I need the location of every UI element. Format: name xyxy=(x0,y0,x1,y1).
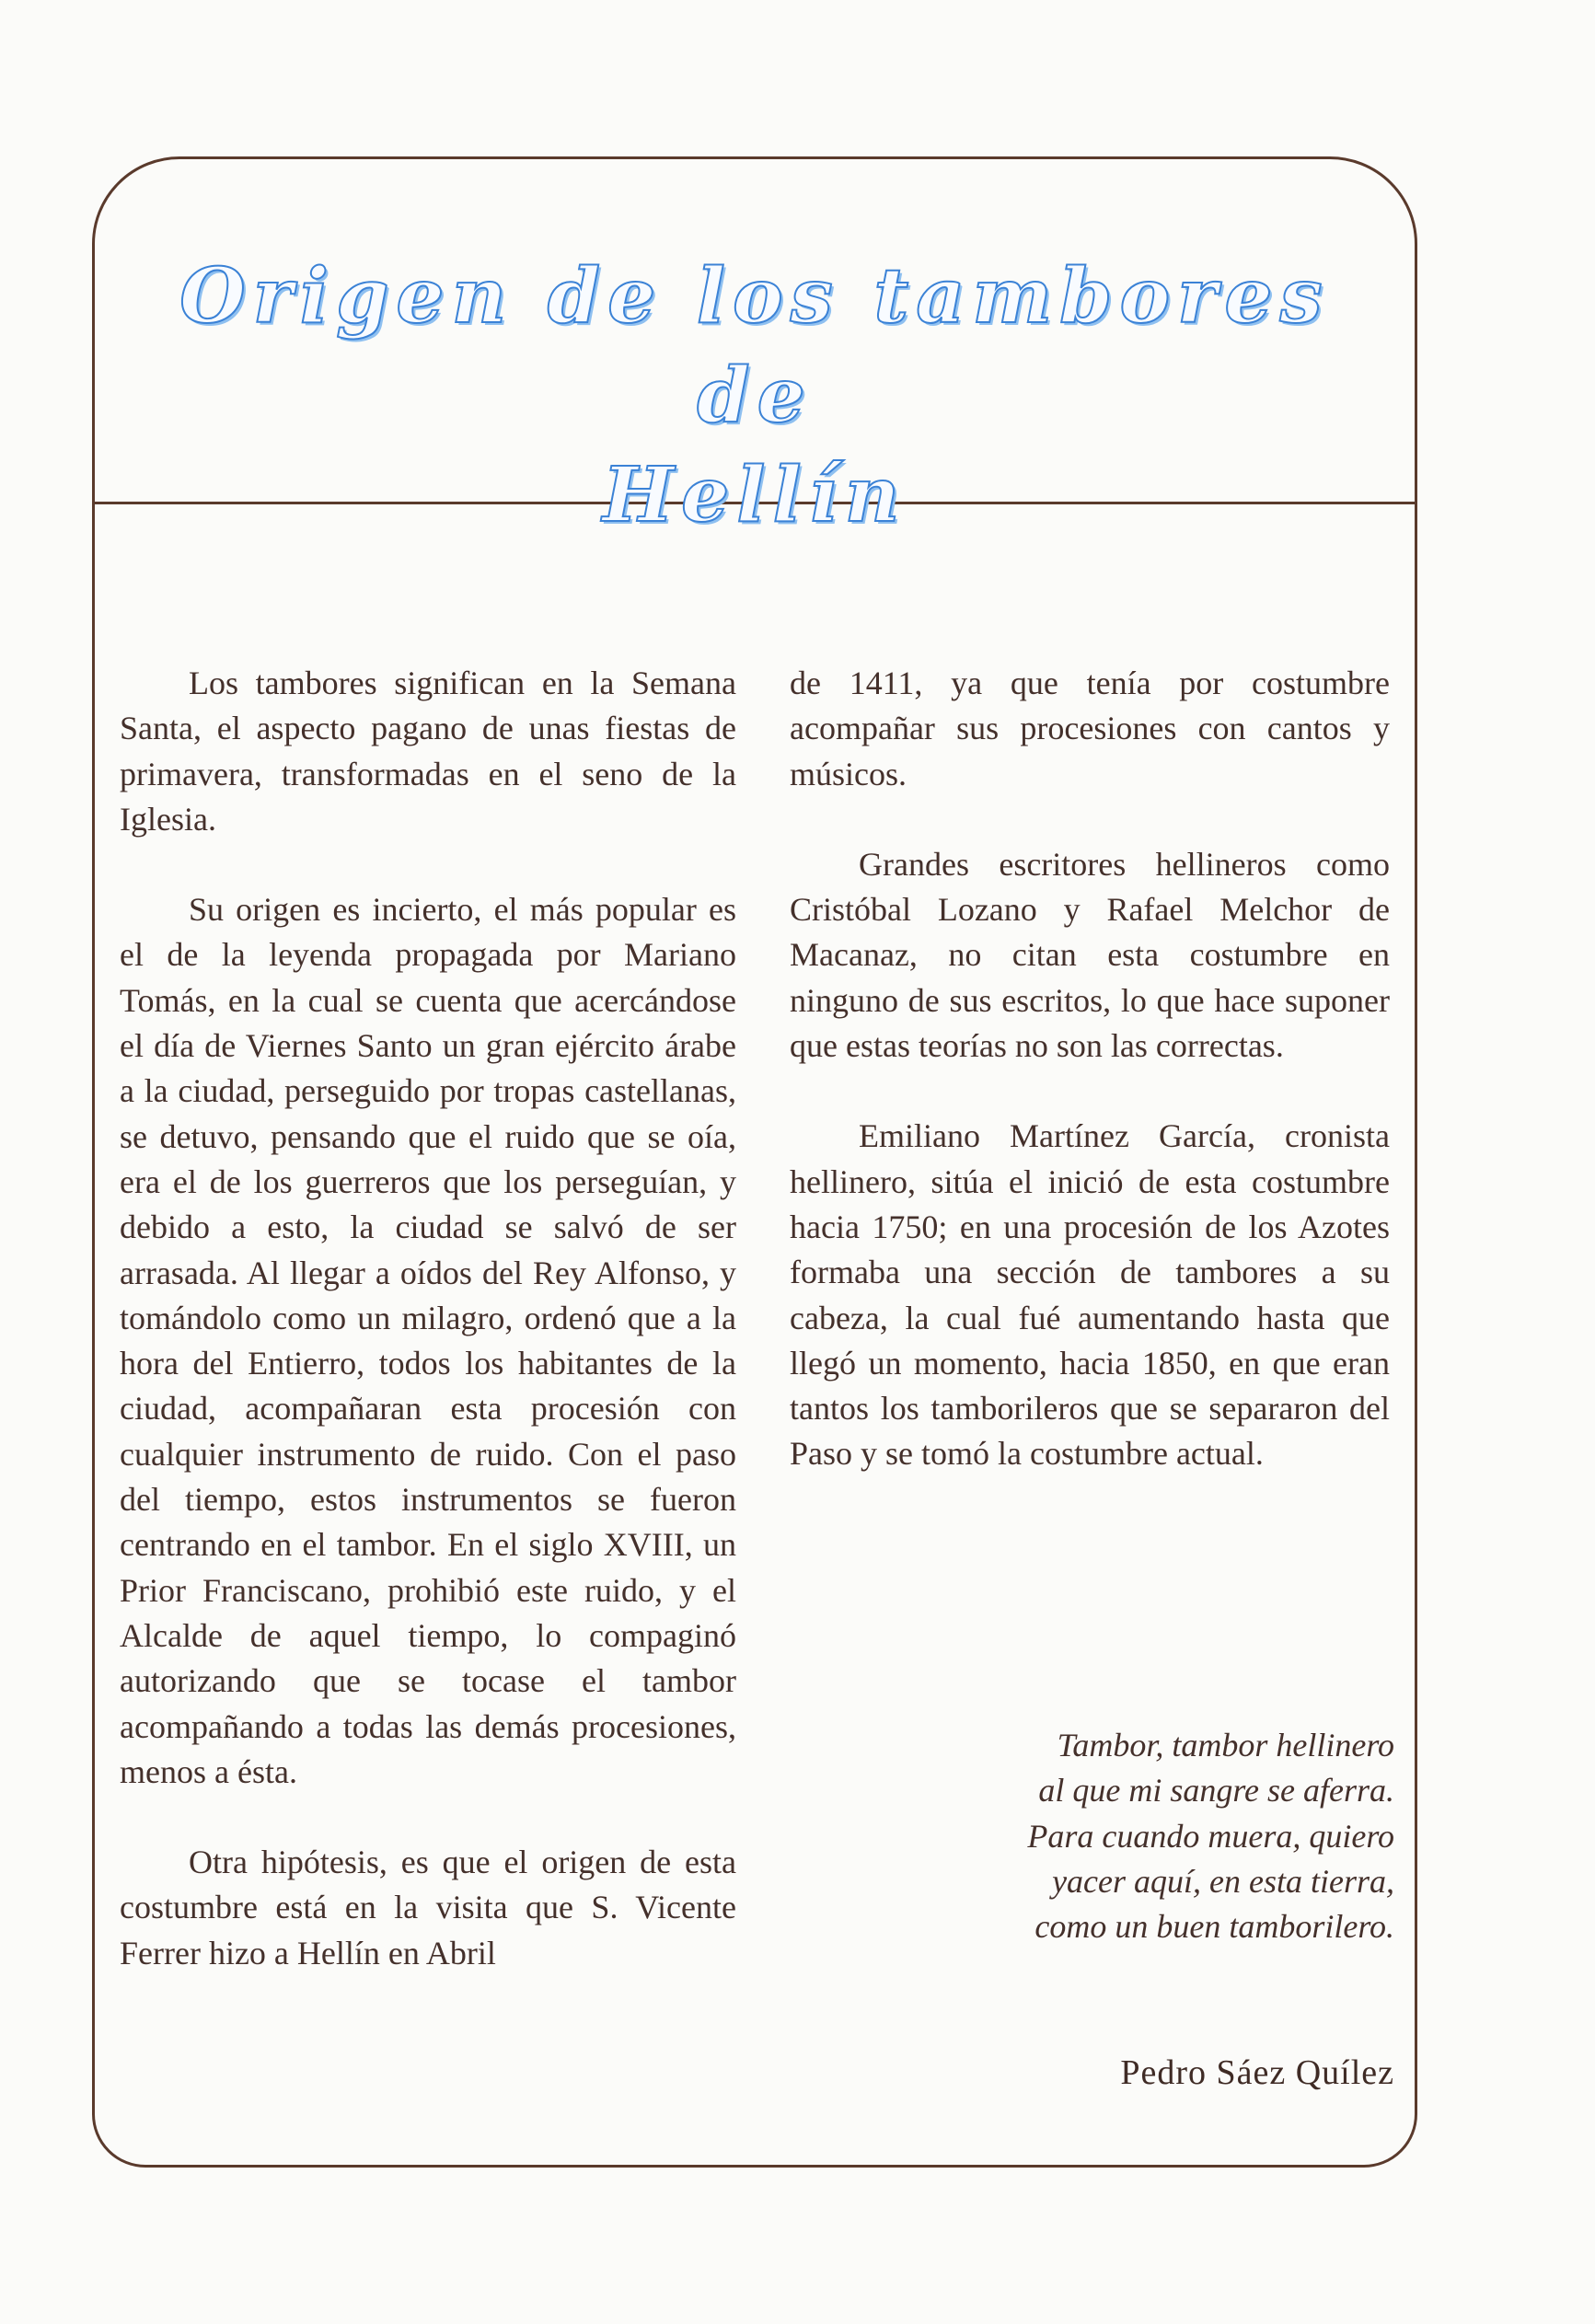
poem-line: al que mi sangre se aferra. xyxy=(1038,1772,1394,1809)
paragraph-5: Emiliano Martínez García, cronista hellinero, sitúa el inició de esta costumbre hacia 1750; en una procesión de los Azotes formaba una sección de tambores a su cabeza, la cual fué aumentando hasta que llegó un momento, hacia 1850, en que eran tantos los tamborileros que se separaron del Paso y se tomó la costumbre actual. xyxy=(790,1117,1390,1473)
title-line-1: Origen de los tambores de xyxy=(179,252,1330,440)
poem xyxy=(920,1723,1394,1949)
poem-line: Para cuando muera, quiero xyxy=(1027,1817,1394,1855)
right-column xyxy=(790,661,1390,1522)
paragraph-2: Su origen es incierto, el más popular es el de la leyenda propagada por Mariano Tomás, en la cual se cuenta que acercándose el día de Viernes Santo un gran ejército árabe a la ciudad, perseguido por tropas castellanas, se detuvo, pensando que el ruido que se oía, era el de los guerreros que los perseguían, y debido a esto, la ciudad se salvó de ser arrasada. Al llegar a oídos del Rey Alfonso, y tomándolo como un milagro, ordenó que a la hora del Entierro, todos los habitantes de la ciudad, acompañaran esta procesión con cualquier instrumento de ruido. Con el paso del tiempo, estos instrumentos se fueron centrando en el tambor. En el siglo XVIII, un Prior Franciscano, prohibió este ruido, y el Alcalde de aquel tiempo, lo compaginó autorizando que se tocase el tambor acompañando a todas las demás procesiones, menos a ésta. xyxy=(120,891,736,1790)
left-column xyxy=(120,661,736,2021)
paragraph-4: Grandes escritores hellineros como Cristóbal Lozano y Rafael Melchor de Macanaz, no citan esta costumbre en ninguno de sus escritos, lo que hace suponer que estas teorías no son las correctas. xyxy=(790,845,1390,1065)
poem-line: como un buen tamborilero. xyxy=(1034,1908,1394,1946)
paragraph-1: Los tambores significan en la Semana Santa, el aspecto pagano de unas fiestas de primavera, transformadas en el seno de la Iglesia. xyxy=(120,665,736,838)
author-signature: Pedro Sáez Quílez xyxy=(1120,2053,1394,2092)
page-title xyxy=(120,247,1390,545)
paragraph-3-continued: de 1411, ya que tenía por costumbre acompañar sus procesiones con cantos y músicos. xyxy=(790,665,1390,792)
poem-line: Tambor, tambor hellinero xyxy=(1057,1727,1394,1763)
poem-line: yacer aquí, en esta tierra, xyxy=(1052,1862,1394,1900)
paragraph-3: Otra hipótesis, es que el origen de esta costumbre está en la visita que S. Vicente Ferrer hizo a Hellín en Abril xyxy=(120,1844,736,1971)
title-line-2: Hellín xyxy=(602,451,907,539)
